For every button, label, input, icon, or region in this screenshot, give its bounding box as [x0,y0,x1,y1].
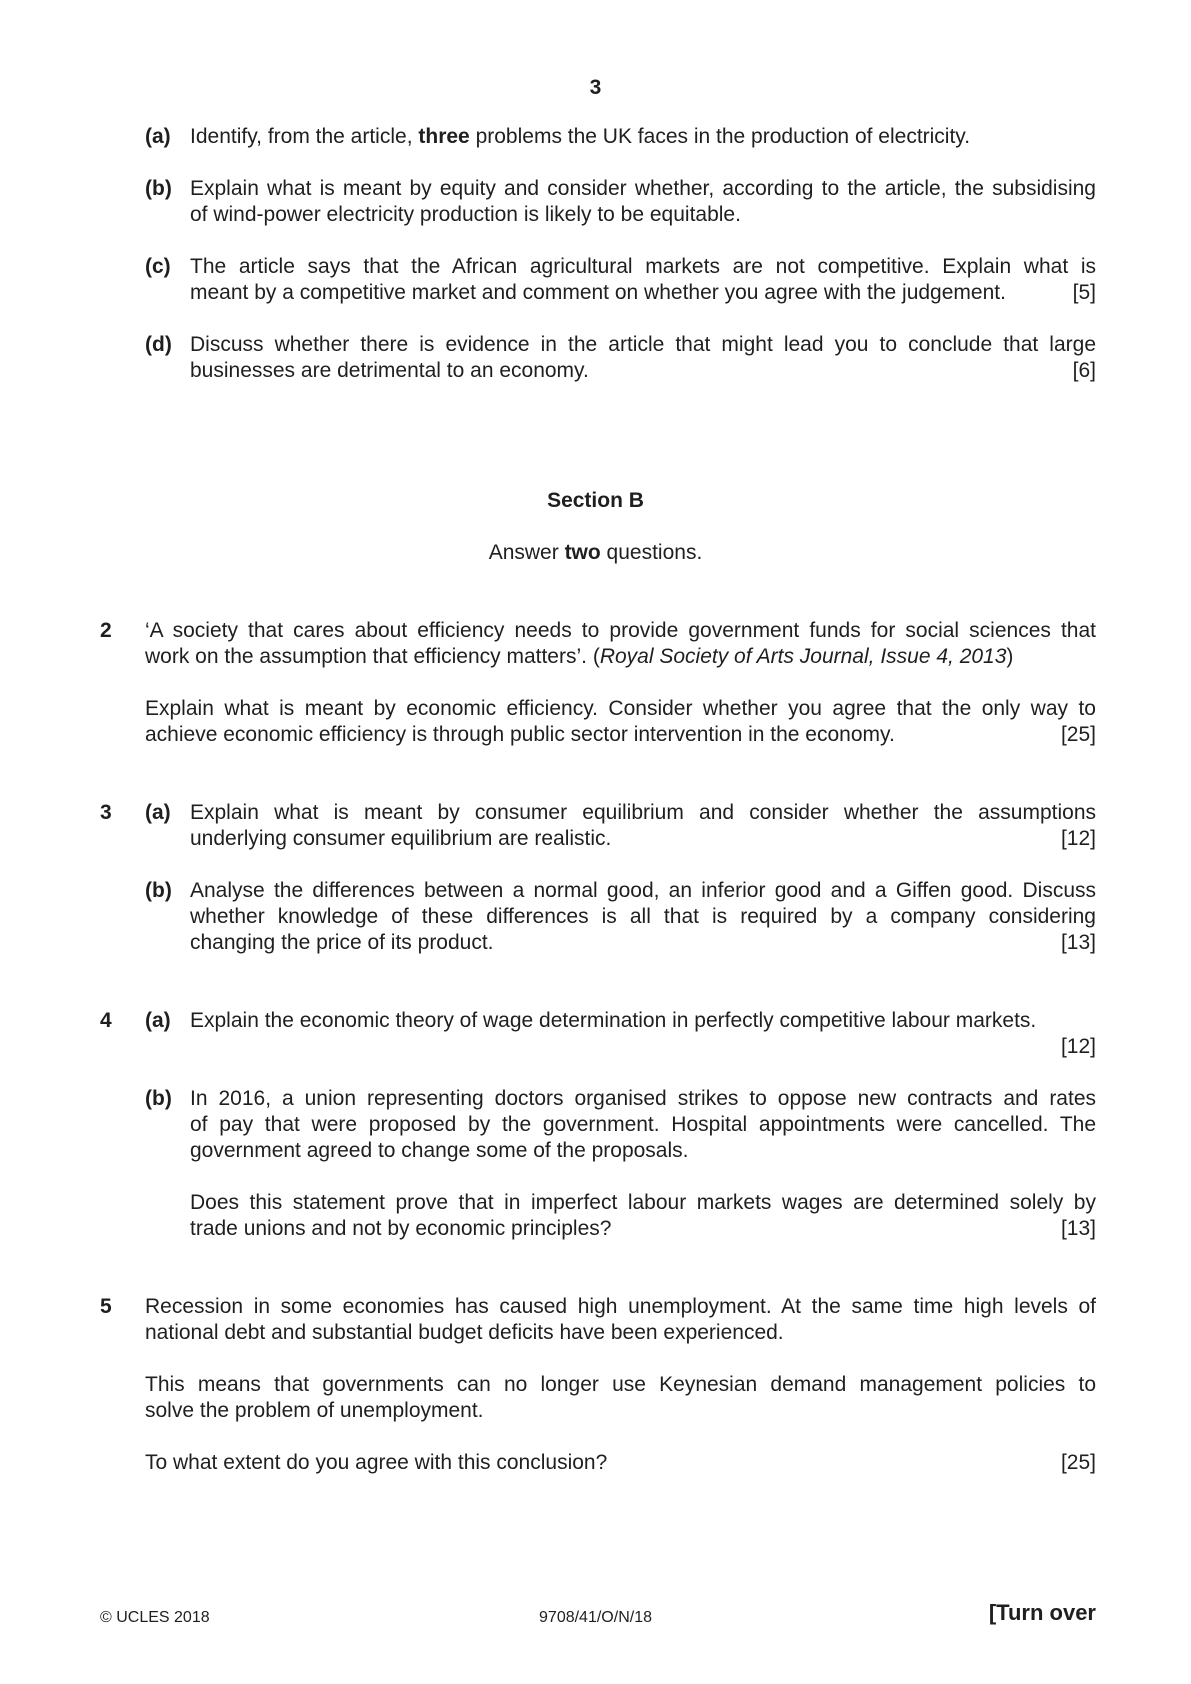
q4b-line3: government agreed to change some of the proposals. [190,1139,689,1162]
q1c-marks: [5] [1072,281,1096,304]
q3b-line2: whether knowledge of these differences is all that is required by a company considering [190,905,1096,928]
q1d-line1: Discuss whether there is evidence in the article that might lead you to conclude that large [190,333,1096,356]
q5-line5: To what extent do you agree with this conclusion? [145,1451,608,1474]
q1d-marks: [6] [1072,359,1096,382]
q2-line4: achieve economic efficiency is through public sector intervention in the economy. [145,723,895,746]
q4b-line2: of pay that were proposed by the government. Hospital appointments were cancelled. The [190,1113,1096,1136]
q2-marks: [25] [1060,723,1096,746]
q3b-line1: Analyse the differences between a normal good, an inferior good and a Giffen good. Discuss [190,879,1096,902]
q3a-line1: Explain what is meant by consumer equilibrium and consider whether the assumptions [190,801,1096,824]
q3b-label: (b) [145,879,172,902]
q4b-line5: trade unions and not by economic principles? [190,1217,612,1240]
q5-line1: Recession in some economies has caused high unemployment. At the same time high levels of [145,1295,1096,1318]
q3-number: 3 [100,801,112,824]
q4a-line1: Explain the economic theory of wage determination in perfectly competitive labour markets. [190,1009,1037,1032]
footer-turn-over: [Turn over [988,1600,1096,1625]
q5-line2: national debt and substantial budget deficits have been experienced. [145,1321,784,1344]
q2-line2: work on the assumption that efficiency matters’. (Royal Society of Arts Journal, Issue 4, 2013) [145,645,1014,668]
q3a-line2: underlying consumer equilibrium are realistic. [190,827,612,850]
q1c-line1: The article says that the African agricultural markets are not competitive. Explain what is [190,255,1096,278]
section-b-title: Section B [547,489,644,512]
q4b-line1: In 2016, a union representing doctors organised strikes to oppose new contracts and rates [190,1087,1096,1110]
q2-number: 2 [100,619,112,642]
q2-line3: Explain what is meant by economic efficiency. Consider whether you agree that the only way to [145,697,1096,720]
section-b-instructions: Answer two questions. [488,541,703,564]
q1b-line2: of wind-power electricity production is likely to be equitable. [190,203,741,226]
footer-copyright: © UCLES 2018 [100,1609,210,1626]
q1c-label: (c) [145,255,171,278]
q1b-line1: Explain what is meant by equity and consider whether, according to the article, the subsidising [190,177,1096,200]
q5-line4: solve the problem of unemployment. [145,1399,484,1422]
q3b-line3: changing the price of its product. [190,931,494,954]
q1c-line2: meant by a competitive market and comment on whether you agree with the judgement. [190,281,1006,304]
q5-number: 5 [100,1295,112,1318]
q4a-label: (a) [145,1009,171,1032]
q1b-label: (b) [145,177,172,200]
q3a-label: (a) [145,801,171,824]
q3b-marks: [13] [1060,931,1096,954]
q4b-line4: Does this statement prove that in imperfect labour markets wages are determined solely by [190,1191,1096,1214]
footer-paper-code: 9708/41/O/N/18 [539,1609,652,1626]
q1d-label: (d) [145,333,172,356]
q4b-label: (b) [145,1087,172,1110]
q5-line3: This means that governments can no longer use Keynesian demand management policies to [145,1373,1096,1396]
q1a-label: (a) [145,125,171,148]
q3a-marks: [12] [1060,827,1096,850]
q4-number: 4 [100,1009,112,1032]
q1a-text: Identify, from the article, three problems the UK faces in the production of electricity. [190,125,971,148]
q4a-marks: [12] [1060,1035,1096,1058]
q1d-line2: businesses are detrimental to an economy. [190,359,589,382]
page-number: 3 [589,76,602,99]
q4b-marks: [13] [1060,1217,1096,1240]
q5-marks: [25] [1060,1451,1096,1474]
q2-line1: ‘A society that cares about efficiency needs to provide government funds for social sciences that [145,619,1096,642]
